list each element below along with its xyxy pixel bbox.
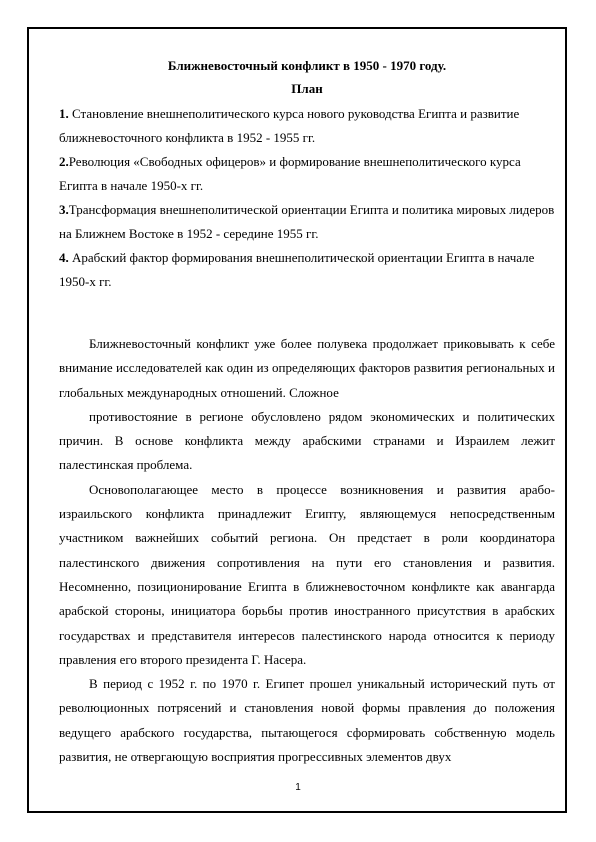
page-number: 1: [295, 782, 301, 793]
body-paragraph: В период с 1952 г. по 1970 г. Египет прошел уникальный исторический путь от революционных потрясений и становления новой формы правления до положения ведущего арабского государства, пытающегося сформировать собственную модель развития, не отвергающую восприятия прогрессивных элементов двух: [59, 676, 555, 765]
document-title: Ближневосточный конфликт в 1950 - 1970 году.: [167, 58, 447, 73]
plan-item-number: 4.: [59, 250, 69, 265]
body-paragraph: Основополагающее место в процессе возникновения и развития арабо-израильского конфликта принадлежит Египту, являющемуся непосредственным участником важнейших событий региона. Он предстает в роли координатора палестинского движения сопротивления на пути его становления и развития. Несомненно, позиционирование Египта в ближневосточном конфликте как авангарда арабской стороны, инициатора борьбы против иностранного присутствия в арабских государствах и представителя интересов палестинского народа относится к периоду правления его второго президента Г. Насера.: [59, 481, 555, 667]
plan-item: [59, 150, 555, 198]
plan-list: [59, 102, 555, 294]
plan-item: [59, 198, 555, 246]
body-paragraph: Ближневосточный конфликт уже более полувека продолжает приковывать к себе внимание исследователей как один из определяющих факторов развития региональных и глобальных международных отношений. Сложное: [59, 336, 555, 400]
document-body: [59, 54, 555, 769]
plan-item-text: Становление внешнеполитического курса нового руководства Египта и развитие ближневосточного конфликта в 1952 - 1955 гг.: [59, 106, 520, 145]
section-spacer: [59, 294, 555, 332]
body-paragraph: противостояние в регионе обусловлено рядом экономических и политических причин. В основе конфликта между арабскими странами и Израилем лежит палестинская проблема.: [59, 408, 555, 473]
plan-item-number: 1.: [59, 106, 69, 121]
plan-item-number: 2.: [59, 154, 69, 169]
plan-item-text: Революция «Свободных офицеров» и формирование внешнеполитического курса Египта в начале 1950-х гг.: [59, 154, 521, 193]
plan-heading: План: [291, 81, 323, 96]
plan-item-text: Трансформация внешнеполитической ориентации Египта и политика мировых лидеров на Ближнем Востоке в 1952 - середине 1955 гг.: [59, 202, 555, 241]
plan-item: [59, 102, 555, 150]
plan-item-text: Арабский фактор формирования внешнеполитической ориентации Египта в начале 1950-х гг.: [59, 250, 535, 289]
plan-item-number: 3.: [59, 202, 69, 217]
plan-item: [59, 246, 555, 294]
